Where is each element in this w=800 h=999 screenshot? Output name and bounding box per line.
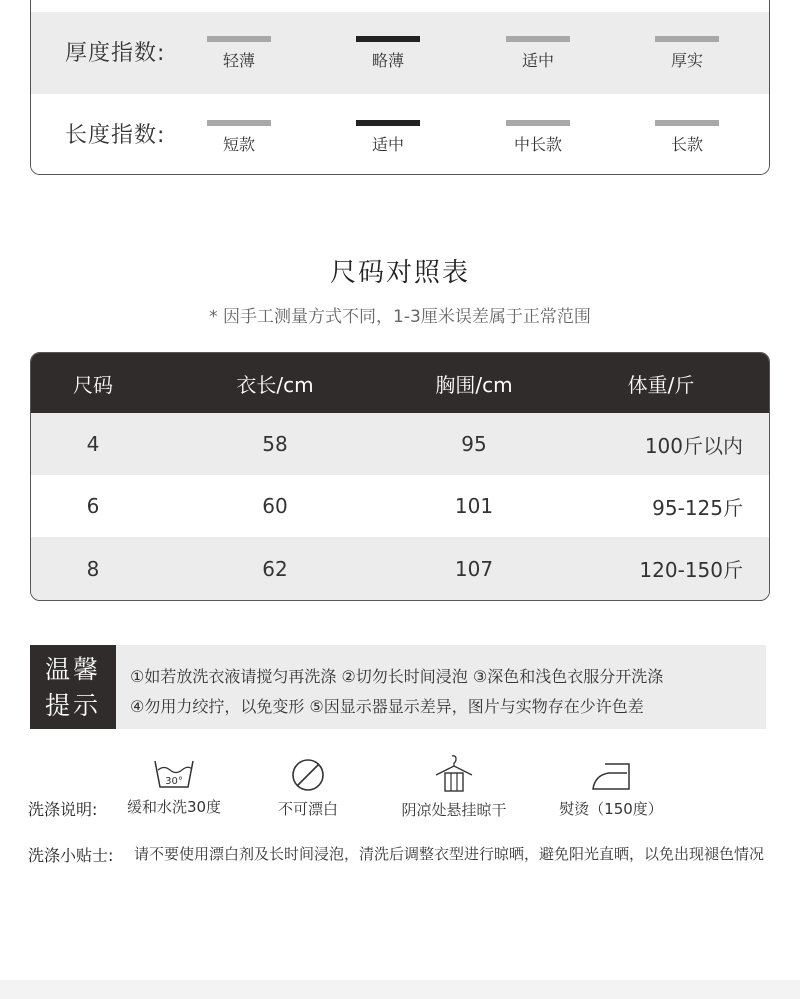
thickness-index-row	[31, 12, 769, 94]
thickness-option-thin: 轻薄	[169, 36, 309, 71]
tips-line-1: ①如若放洗衣液请搅匀再洗涤 ②切勿长时间浸泡 ③深色和浅色衣服分开洗涤	[130, 667, 664, 686]
size-table-header	[31, 353, 769, 413]
header-size: 尺码	[73, 372, 113, 397]
size-chart-title: 尺码对照表	[329, 258, 470, 288]
table-row: 8 62 107 120-150斤	[31, 537, 769, 600]
length-option-medium: 适中	[318, 120, 458, 155]
length-option-long: 长款	[617, 120, 757, 155]
size-table	[30, 352, 770, 601]
wash-item-iron: 熨烫（150度）	[548, 760, 674, 819]
thickness-bar	[655, 36, 719, 42]
length-bar	[207, 120, 271, 126]
wash-item-gentle: 30° 缓和水洗30度	[118, 758, 230, 817]
iron-icon	[589, 760, 633, 792]
length-bar-selected	[356, 120, 420, 126]
thickness-option-medium: 适中	[468, 36, 608, 71]
wash-item-hang-dry: 阴凉处悬挂晾干	[384, 753, 524, 820]
wash-basin-30-icon	[152, 758, 196, 790]
footer-strip	[0, 980, 800, 999]
index-box	[30, 0, 770, 175]
tips-line-2: ④勿用力绞拧，以免变形 ⑤因显示器显示差异，图片与实物存在少许色差	[130, 697, 644, 716]
header-length: 衣长/cm	[236, 372, 314, 397]
thickness-option-thick: 厚实	[617, 36, 757, 71]
header-chest: 胸围/cm	[435, 372, 513, 397]
thickness-index-label: 厚度指数:	[65, 41, 166, 66]
tips-tag: 温馨 提示	[30, 645, 116, 729]
thickness-bar	[506, 36, 570, 42]
header-weight: 体重/斤	[627, 372, 695, 397]
thickness-option-slightly-thin: 略薄	[318, 36, 458, 71]
table-row: 4 58 95 100斤以内	[31, 413, 769, 475]
size-chart-note: * 因手工测量方式不同，1-3厘米误差属于正常范围	[209, 307, 591, 327]
length-option-short: 短款	[169, 120, 309, 155]
length-index-row	[31, 94, 769, 175]
care-tip-text: 请不要使用漂白剂及长时间浸泡，清洗后调整衣型进行晾晒，避免阳光直晒，以免出现褪色情况	[134, 845, 765, 863]
length-bar	[506, 120, 570, 126]
svg-text:30°: 30°	[165, 776, 183, 787]
wash-label: 洗涤说明:	[28, 800, 98, 819]
thickness-bar	[207, 36, 271, 42]
table-row: 6 60 101 95-125斤	[31, 475, 769, 537]
no-bleach-icon	[288, 758, 328, 792]
wash-item-no-bleach: 不可漂白	[258, 758, 358, 819]
length-index-label: 长度指数:	[65, 123, 166, 148]
hang-dry-shade-icon	[432, 753, 476, 793]
care-tip-label: 洗涤小贴士:	[28, 846, 114, 865]
length-bar	[655, 120, 719, 126]
length-option-mid-long: 中长款	[468, 120, 608, 155]
thickness-bar-selected	[356, 36, 420, 42]
